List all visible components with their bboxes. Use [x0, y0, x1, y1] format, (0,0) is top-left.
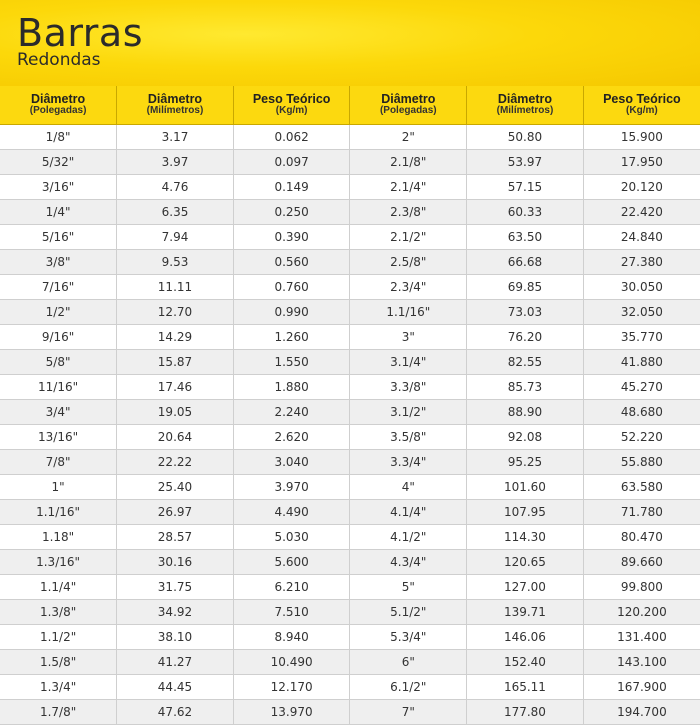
- table-row: [0, 499, 700, 524]
- table-cell: 5.600: [233, 549, 350, 574]
- table-cell: 5/32": [0, 149, 117, 174]
- table-row: [0, 574, 700, 599]
- table-cell: 76.20: [467, 324, 584, 349]
- table-cell: 7/16": [0, 274, 117, 299]
- table-cell: 5.3/4": [350, 624, 467, 649]
- table-row: [0, 699, 700, 724]
- table-cell: 0.097: [233, 149, 350, 174]
- table-row: [0, 374, 700, 399]
- table-cell: 131.400: [583, 624, 700, 649]
- table-cell: 12.170: [233, 674, 350, 699]
- table-cell: 1.3/16": [0, 549, 117, 574]
- table-cell: 5": [350, 574, 467, 599]
- table-cell: 4.76: [117, 174, 234, 199]
- table-cell: 1.18": [0, 524, 117, 549]
- table-cell: 35.770: [583, 324, 700, 349]
- table-row: [0, 249, 700, 274]
- table-cell: 0.149: [233, 174, 350, 199]
- table-cell: 15.87: [117, 349, 234, 374]
- table-cell: 20.64: [117, 424, 234, 449]
- title-banner: [0, 0, 700, 86]
- table-cell: 3.970: [233, 474, 350, 499]
- table-cell: 73.03: [467, 299, 584, 324]
- table-cell: 120.65: [467, 549, 584, 574]
- table-cell: 3": [350, 324, 467, 349]
- table-cell: 88.90: [467, 399, 584, 424]
- header-row: [0, 86, 700, 124]
- table-cell: 8.940: [233, 624, 350, 649]
- table-cell: 6.210: [233, 574, 350, 599]
- table-cell: 17.46: [117, 374, 234, 399]
- table-row: [0, 324, 700, 349]
- column-header-label: Peso Teórico: [603, 91, 681, 106]
- table-row: [0, 199, 700, 224]
- table-cell: 22.22: [117, 449, 234, 474]
- table-cell: 41.27: [117, 649, 234, 674]
- table-cell: 4": [350, 474, 467, 499]
- table-cell: 38.10: [117, 624, 234, 649]
- table-cell: 1.1/2": [0, 624, 117, 649]
- table-cell: 5/16": [0, 224, 117, 249]
- table-cell: 1.3/8": [0, 599, 117, 624]
- table-cell: 28.57: [117, 524, 234, 549]
- table-row: [0, 674, 700, 699]
- table-cell: 2.620: [233, 424, 350, 449]
- table-cell: 143.100: [583, 649, 700, 674]
- table-row: [0, 549, 700, 574]
- table-row: [0, 624, 700, 649]
- table-row: [0, 149, 700, 174]
- table-cell: 1.260: [233, 324, 350, 349]
- table-cell: 3.1/2": [350, 399, 467, 424]
- table-row: [0, 299, 700, 324]
- table-cell: 2.240: [233, 399, 350, 424]
- table-cell: 1/2": [0, 299, 117, 324]
- table-cell: 2": [350, 124, 467, 149]
- table-cell: 120.200: [583, 599, 700, 624]
- table-cell: 5.1/2": [350, 599, 467, 624]
- table-cell: 3.97: [117, 149, 234, 174]
- table-cell: 85.73: [467, 374, 584, 399]
- table-cell: 9.53: [117, 249, 234, 274]
- table-cell: 1.7/8": [0, 699, 117, 724]
- table-cell: 0.250: [233, 199, 350, 224]
- table-row: [0, 449, 700, 474]
- table-cell: 4.1/2": [350, 524, 467, 549]
- table-cell: 19.05: [117, 399, 234, 424]
- table-cell: 6": [350, 649, 467, 674]
- table-cell: 1/8": [0, 124, 117, 149]
- table-row: [0, 174, 700, 199]
- column-header-label: Diâmetro: [147, 91, 203, 106]
- table-cell: 13.970: [233, 699, 350, 724]
- table-cell: 1.1/16": [0, 499, 117, 524]
- column-header: [117, 86, 234, 124]
- table-cell: 101.60: [467, 474, 584, 499]
- table-cell: 1/4": [0, 199, 117, 224]
- table-cell: 2.3/8": [350, 199, 467, 224]
- table-cell: 167.900: [583, 674, 700, 699]
- table-cell: 69.85: [467, 274, 584, 299]
- table-cell: 1.5/8": [0, 649, 117, 674]
- column-header: [467, 86, 584, 124]
- table-cell: 45.270: [583, 374, 700, 399]
- table-cell: 50.80: [467, 124, 584, 149]
- table-cell: 82.55: [467, 349, 584, 374]
- table-cell: 165.11: [467, 674, 584, 699]
- table-cell: 127.00: [467, 574, 584, 599]
- table-cell: 2.1/8": [350, 149, 467, 174]
- table-cell: 15.900: [583, 124, 700, 149]
- table-cell: 71.780: [583, 499, 700, 524]
- specs-table: [0, 86, 700, 725]
- table-cell: 3.3/8": [350, 374, 467, 399]
- table-row: [0, 474, 700, 499]
- table-cell: 52.220: [583, 424, 700, 449]
- table-cell: 2.3/4": [350, 274, 467, 299]
- table-cell: 48.680: [583, 399, 700, 424]
- table-cell: 2.1/2": [350, 224, 467, 249]
- table-cell: 7.510: [233, 599, 350, 624]
- table-cell: 3.040: [233, 449, 350, 474]
- table-cell: 107.95: [467, 499, 584, 524]
- table-cell: 3/16": [0, 174, 117, 199]
- table-row: [0, 524, 700, 549]
- table-cell: 32.050: [583, 299, 700, 324]
- table-cell: 5.030: [233, 524, 350, 549]
- table-cell: 152.40: [467, 649, 584, 674]
- table-cell: 6.1/2": [350, 674, 467, 699]
- table-cell: 139.71: [467, 599, 584, 624]
- column-header-label: Diâmetro: [497, 91, 553, 106]
- table-cell: 89.660: [583, 549, 700, 574]
- column-header-unit: (Milímetros): [146, 105, 204, 117]
- column-header-label: Peso Teórico: [252, 91, 331, 106]
- table-cell: 30.050: [583, 274, 700, 299]
- table-cell: 1.1/4": [0, 574, 117, 599]
- table-cell: 1.1/16": [350, 299, 467, 324]
- table-cell: 3/8": [0, 249, 117, 274]
- column-header: [583, 86, 700, 124]
- table-cell: 25.40: [117, 474, 234, 499]
- table-cell: 2.5/8": [350, 249, 467, 274]
- column-header-unit: (Polegadas): [29, 105, 87, 117]
- column-header: [350, 86, 467, 124]
- table-cell: 53.97: [467, 149, 584, 174]
- table-cell: 13/16": [0, 424, 117, 449]
- table-cell: 2.1/4": [350, 174, 467, 199]
- table-cell: 1": [0, 474, 117, 499]
- table-cell: 63.50: [467, 224, 584, 249]
- table-cell: 5/8": [0, 349, 117, 374]
- table-cell: 11.11: [117, 274, 234, 299]
- table-row: [0, 424, 700, 449]
- table-cell: 14.29: [117, 324, 234, 349]
- column-header-unit: (Polegadas): [379, 105, 437, 117]
- table-cell: 20.120: [583, 174, 700, 199]
- table-header: [0, 86, 700, 124]
- page-title: Barras: [17, 11, 144, 55]
- table-cell: 41.880: [583, 349, 700, 374]
- table-cell: 31.75: [117, 574, 234, 599]
- table-cell: 34.92: [117, 599, 234, 624]
- column-header: [0, 86, 117, 124]
- table-cell: 3.1/4": [350, 349, 467, 374]
- table-cell: 24.840: [583, 224, 700, 249]
- table-cell: 0.990: [233, 299, 350, 324]
- table-cell: 47.62: [117, 699, 234, 724]
- table-cell: 27.380: [583, 249, 700, 274]
- table-cell: 80.470: [583, 524, 700, 549]
- table-cell: 22.420: [583, 199, 700, 224]
- column-header: [233, 86, 350, 124]
- table-cell: 11/16": [0, 374, 117, 399]
- table-cell: 146.06: [467, 624, 584, 649]
- table-cell: 0.560: [233, 249, 350, 274]
- table-cell: 3/4": [0, 399, 117, 424]
- table-cell: 55.880: [583, 449, 700, 474]
- column-header-unit: (Kg/m): [626, 105, 658, 117]
- table-cell: 66.68: [467, 249, 584, 274]
- table-cell: 1.550: [233, 349, 350, 374]
- table-cell: 114.30: [467, 524, 584, 549]
- table-cell: 95.25: [467, 449, 584, 474]
- table-cell: 1.880: [233, 374, 350, 399]
- table-row: [0, 124, 700, 149]
- table-cell: 177.80: [467, 699, 584, 724]
- table-cell: 4.490: [233, 499, 350, 524]
- table-cell: 57.15: [467, 174, 584, 199]
- table-cell: 4.1/4": [350, 499, 467, 524]
- table-cell: 12.70: [117, 299, 234, 324]
- table-cell: 3.5/8": [350, 424, 467, 449]
- table-cell: 10.490: [233, 649, 350, 674]
- page-subtitle: Redondas: [17, 50, 101, 70]
- column-header-label: Diâmetro: [381, 91, 436, 106]
- column-header-unit: (Milímetros): [496, 105, 554, 117]
- table-cell: 3.3/4": [350, 449, 467, 474]
- table-row: [0, 349, 700, 374]
- table-cell: 60.33: [467, 199, 584, 224]
- table-row: [0, 274, 700, 299]
- table-cell: 99.800: [583, 574, 700, 599]
- table-cell: 3.17: [117, 124, 234, 149]
- table-row: [0, 599, 700, 624]
- column-header-unit: (Kg/m): [275, 105, 308, 117]
- table-cell: 0.760: [233, 274, 350, 299]
- table-cell: 17.950: [583, 149, 700, 174]
- table-cell: 26.97: [117, 499, 234, 524]
- table-cell: 9/16": [0, 324, 117, 349]
- table-cell: 6.35: [117, 199, 234, 224]
- table-row: [0, 649, 700, 674]
- table-row: [0, 224, 700, 249]
- table-cell: 4.3/4": [350, 549, 467, 574]
- table-cell: 44.45: [117, 674, 234, 699]
- table-cell: 0.390: [233, 224, 350, 249]
- table-cell: 92.08: [467, 424, 584, 449]
- table-cell: 194.700: [583, 699, 700, 724]
- table-cell: 30.16: [117, 549, 234, 574]
- table-row: [0, 399, 700, 424]
- table-cell: 7.94: [117, 224, 234, 249]
- table-cell: 7/8": [0, 449, 117, 474]
- table-cell: 7": [350, 699, 467, 724]
- table-cell: 0.062: [233, 124, 350, 149]
- table-cell: 1.3/4": [0, 674, 117, 699]
- table-cell: 63.580: [583, 474, 700, 499]
- table-body: [0, 124, 700, 724]
- column-header-label: Diâmetro: [30, 91, 86, 106]
